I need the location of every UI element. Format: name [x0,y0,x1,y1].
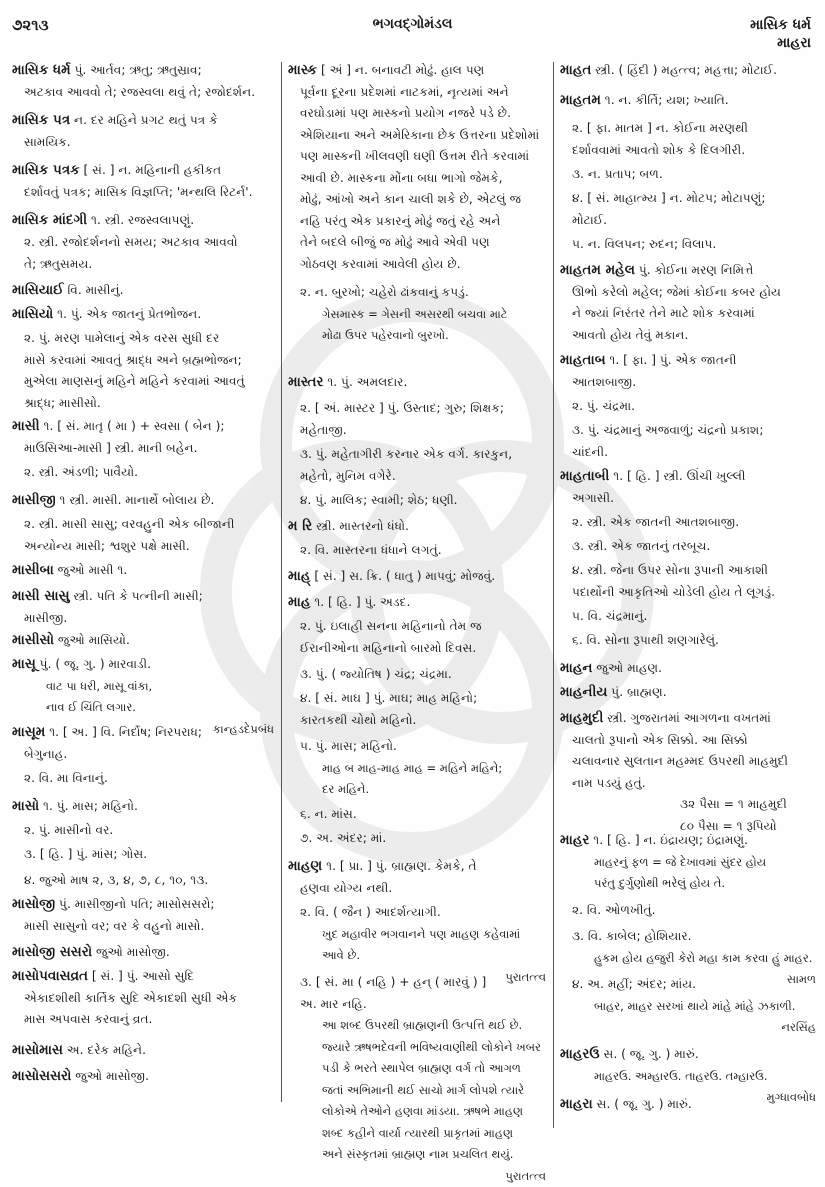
example-quote: વાટ પા ધરી, માસૂ વાંકા, [12,676,274,698]
definition-text: સ્ત્રી. પતિ કે પત્નીની માસી; [73,589,202,603]
definition-text: ૧. [ ફા. ] પું. એક જાતની [609,353,736,367]
definition-text: કારતકથી ચોથો મહિનો. [300,713,416,727]
headword: માસોજી સસરો [12,944,92,960]
definition-text: [ સં. ] ન. મહિનાની હકીકત [84,163,222,177]
dictionary-entry [560,260,816,346]
dictionary-entry [560,60,816,82]
definition-text: એશિયાના અને અમેરિકાના છેક ઉત્તરના પ્રદેશોમાં [300,128,539,142]
definition-text: તેને બદલે બીજું જ મોઢું આવે એવી પણ [300,235,490,249]
definition-text: સ્ત્રી. ( હિંદી ) મહત્ત્વ; મહત્તા; મોટાઈ. [595,63,777,77]
entry-sense [288,972,546,1187]
dictionary-entry [12,304,274,326]
dictionary-entry [12,966,274,1031]
headword: માસિયાઈ [12,282,64,298]
dictionary-entry [288,856,546,899]
definition-text: પૂર્વના દૂરના પ્રદેશમાં નાટકમાં, નૃત્યમાં અને [300,85,509,99]
definition-text: માસ અપવાસ કરવાનું વ્રત. [24,1012,152,1026]
headword: માસ્તર [288,374,323,390]
definition-text: ૧. સ્ત્રી. રજસ્વલાપણું. [91,213,194,227]
headword: માસોપવાસવ્રત [12,968,88,984]
book-title: ભગવદ્ગોમંડલ [0,16,825,32]
source-citation: પુરાતત્ત્વ [288,1166,546,1187]
definition-text: ૪. જુઓ માષ ૨, ૩, ૪, ૭, ૮, ૧૦, ૧૩. [24,873,208,887]
definition-text: મુએલા માણસનું મહિને મહિને કરવામાં આવતું [24,374,245,388]
definition-text: ન. દર મહિને પ્રગટ થતું પત્ર કે [74,113,218,127]
definition-text: ૧ સ્ત્રી. માસી. માનાર્થે બોલાય છે. [60,493,215,507]
headword: માસૂમ [12,724,45,740]
definition-text: મહેતો, મુનિમ વગેરે. [300,469,396,483]
headword: માસિક પત્ર [12,112,70,128]
headword: માહતાબ [560,352,606,368]
entry-sense [560,974,816,1039]
definition-text: શ્રાદ્ધ; માસીસો. [24,396,101,410]
entry-sense [560,536,816,558]
definition-text: [ સં. ] પું. આસો સુદિ [92,969,194,983]
dictionary-entry [560,830,816,895]
dictionary-entry [12,280,274,302]
column-divider [553,62,554,1128]
definition-text: આવતો હોય તેવું મકાન. [572,328,688,342]
headword: માહર [560,832,589,848]
headword: માહતાબી [560,468,609,484]
headword: માહરઉ [560,1046,600,1062]
definition-text: જુઓ માસોજી. [96,945,170,959]
entry-sense [12,820,274,842]
definition-text: ૪. સ્ત્રી. જેના ઉપર સોના રૂપાની આકાશી [572,563,768,577]
example-quote: માહરનું ફળ = જે દેખાવમાં સુંદર હોય [560,852,816,874]
entry-sense [288,828,546,850]
definition-text: ૨. સ્ત્રી. એક જાતની આતશબાજી. [572,515,739,529]
definition-text: પું. આર્તવ; ઋતુ; ઋતુસ્રાવ; [75,63,202,77]
headword: માહ [288,594,310,610]
definition-text: અ. દરેક મહિને. [67,1043,146,1057]
headword: માસિક માંદગી [12,212,87,228]
headword: માસિયો [12,306,53,322]
dictionary-entry [560,1094,816,1116]
example-quote: શબ્દ કહીને વાર્યા ત્યારથી પ્રાકૃતમાં માહણ [288,1123,546,1145]
definition-text: બેગુનાહ. [24,747,67,761]
dictionary-entry [560,350,816,393]
source-citation: મુગ્ધાવબોધ [560,1087,816,1109]
example-quote: પડી કે ભરતે સ્થાપેલ બ્રાહ્મણ વર્ગ તો આગળ [288,1058,546,1080]
definition-text: પું. માસીજીનો પતિ; માસોસસરો; [59,897,215,911]
dictionary-entry [12,110,274,153]
definition-text: ૩. પું. મહેતાગીરી કરનાર એક વર્ગ. કારકુન, [300,447,512,461]
headword: મ રિ [288,518,312,534]
definition-text: ૧. [ હિ. ] સ્ત્રી. ઊંચી ખુલ્લી [613,469,745,483]
definition-text: ૨. પું. ચંદ્રમા. [572,399,635,413]
dictionary-entry [12,894,274,937]
definition-text: ૧. પું. અમલદાર. [327,375,407,389]
definition-text: વરઘોડામાં પણ માસ્કનો પ્રયોગ નજરે પડે છે. [300,106,511,120]
definition-text: ૨. વિ. ઓળખીતું. [572,903,655,917]
dictionary-entry [288,372,546,394]
definition-text: માસીજી. [24,611,67,625]
dictionary-entry [12,1040,274,1062]
definition-text: ૨. પું. મરણ પામેલાનું એક વરસ સુધી દર [24,331,219,345]
headword: માહતમ [560,92,601,108]
entry-sense [560,234,816,256]
entry-sense [560,188,816,231]
entry-sense [288,490,546,512]
definition-text: ૧. પું. માસ; મહિનો. [43,799,138,813]
entry-sense [560,396,816,418]
example-quote: જતાં અભિમાની થઈ સાચો માર્ગ લોપશે ત્યારે [288,1080,546,1102]
entry-sense [288,398,546,441]
dictionary-entry [12,416,274,459]
headword: માસોજી [12,896,55,912]
headword: માસીસો [12,632,54,648]
headword: માહણ [288,858,322,874]
dictionary-entry [12,722,274,765]
definition-text: ૨. પું. માસીનો વર. [24,823,113,837]
dictionary-entry [12,942,274,964]
dictionary-entry [288,60,546,275]
entry-sense [12,462,274,484]
definition-text: ૧. [ અ. ] વિ. નિર્દોષ; નિરપરાધ; [49,725,202,739]
definition-text: ૩. વિ. કાબેલ; હોશિયાર. [572,929,692,943]
definition-text: ૨. વિ. માસ્તરના ધંધાને લગતું. [300,543,442,557]
page-number: ૭૨૧૩ [12,16,49,34]
definition-text: ને જ્યાં નિરંતર તેને માટે શોક કરવામાં [572,306,755,320]
headword: માસ્ક [288,62,317,78]
example-quote: જ્યારે ઋષભદેવની ભવિષ્યવાણીથી લોકોને ખબર [288,1037,546,1059]
definition-text: જુઓ માહણ. [596,661,662,675]
definition-text: ઈરાનીઓના મહિનાનો બારમો દિવસ. [300,641,476,655]
definition-text: સ. ( જૂ. ગુ. ) મારું. [604,1047,699,1061]
entry-sense [560,900,816,922]
definition-text: ચલાવનાર સુલતાન મહમ્મદ ઉપરથી માહમુદી [572,754,788,768]
entry-sense [288,688,546,731]
definition-text: ૫. પું. માસ; મહિનો. [300,739,397,753]
definition-text: ૨. વિ. ( જૈન ) આદર્શત્યાગી. [300,905,441,919]
definition-text: આવી છે. માસ્કના મોંના બધા ભાગો જેમકે, [300,171,503,185]
page-header [0,10,825,54]
headword: માહત [560,62,591,78]
definition-text: જુઓ માસી ૧. [58,563,128,577]
definition-text: જુઓ માસિયો. [58,633,130,647]
definition-text: ૨. પું. ઇલાહી સનના મહિનાનો તેમ જ [300,619,482,633]
entry-sense [560,606,816,628]
definition-text: પણ માસ્કની ખીલવણી ઘણી ઉત્તમ રીતે કરવામાં [300,149,529,163]
entry-sense [12,844,274,866]
dictionary-entry [12,1066,274,1088]
dictionary-entry [288,592,546,614]
definition-text: ૪. અ. મહીં; અંદર; માંય. [572,977,696,991]
example-quote: દર મહિને. [288,779,546,801]
entry-sense [288,444,546,487]
definition-text: પું. ( જૂ. ગુ. ) મારવાડી. [40,657,151,671]
headword: માસી સાસુ [12,588,70,604]
definition-text: ગોઠવણ કરવામાં આવેલી હોય છે. [300,257,461,271]
source-citation: પુરાતત્ત્વ [288,967,546,989]
entry-sense [12,870,274,892]
equation-line: ૮૦ પૈસા = ૧ રૂપિયો [560,816,816,838]
definition-text: પદાર્થોની આકૃતિઓ ચોડેલી હોય તે લૂગડું. [572,585,775,599]
dictionary-entry [12,796,274,818]
definition-text: દર્શાવવામાં આવતો શોક કે દિલગીરી. [572,143,745,157]
definition-text: ૨. સ્ત્રી. અંડળી; પાવૈયો. [24,465,138,479]
entry-sense [12,328,274,414]
definition-text: સામયિક. [24,135,71,149]
entry-sense [560,512,816,534]
headword: માહન [560,660,593,676]
definition-text: પું. કોઈના મરણ નિમિત્તે [639,263,754,277]
equation-line: ૩૨ પૈસા = ૧ માહમુદી [560,794,816,816]
headword: માહ્ [288,568,310,584]
dictionary-entry [560,708,816,837]
column-divider [281,62,282,1102]
definition-text: ૨. સ્ત્રી. રજોદર્શનનો સમય; અટકાવ આવવો [24,235,238,249]
entry-sense [288,616,546,659]
definition-text: ચાલતો રૂપાનો એક સિક્કો. આ સિક્કો [572,733,748,747]
definition-text: ૬. ન. માંસ. [300,807,357,821]
headword: માસોમાસ [12,1042,63,1058]
entry-sense [288,540,546,562]
definition-text: ૩. ન. પ્રતાપ; બળ. [572,167,663,181]
definition-text: ૨. [ ફા. માતમ ] ન. કોઈના મરણથી [572,121,748,135]
definition-text: વિ. માસીનું. [68,283,124,297]
dictionary-entry [288,516,546,538]
example-quote: પરંતુ દુર્ગુણોથી ભરેલું હોય તે. [560,873,816,895]
definition-text: મોઢું, આંખો અને કાન ચાલી શકે છે, એટલું જ [300,192,521,206]
entry-sense [560,164,816,186]
example-quote: નાવ ઈ ચિંતિ લગાર. [12,697,274,719]
definition-text: હણવા યોગ્ય નથી. [300,881,392,895]
example-quote: માહરઉ. અમ્હારઉ. તાહરઉ. તમ્હારઉ. [560,1066,816,1088]
definition-text: ૩. [ સં. મા ( નહિ ) + હન્ ( મારવું ) ] [300,975,486,989]
definition-text: ૧. ન. કીર્તિ; યશ; ખ્યાતિ. [605,93,729,107]
example-quote: ખુદ મહાવીર ભગવાનને પણ માહણ કહેવામાં [288,924,546,946]
definition-text: અગાસી. [572,491,614,505]
definition-text: ૪. [ સં. માહાત્મ્ય ] ન. મોટપ; મોટાપણું; [572,191,765,205]
dictionary-entry [560,658,816,680]
definition-text: ૧. [ હિ. ] ન. ઇંદ્રાયણ; ઇંદ્રામણું. [593,833,748,847]
example-quote: ગેસમાસ્ક = ગેસની અસરથી બચવા માટે [288,304,546,326]
definition-text: ૧. [ પ્રા. ] પું. બ્રાહ્મણ. કેમકે, તે [326,859,476,873]
dictionary-entry [12,490,274,512]
definition-text: માસી સાસુનો વર; વર કે વહુનો માસો. [24,919,204,933]
definition-text: ૨. સ્ત્રી. માસી સાસુ; વરવહુની એક બીજાની [24,517,235,531]
dictionary-entry [12,60,274,103]
headword: માહમુદી [560,710,603,726]
entry-sense [12,232,274,275]
definition-text: ૪. [ સં. માઘ ] પું. માઘ; માહ મહિનો; [300,691,477,705]
dictionary-entry [12,560,274,582]
dictionary-entry [12,160,274,203]
dictionary-entry [12,210,274,232]
definition-text: મહેતાજી. [300,423,347,437]
entry-sense [12,768,274,790]
entry-sense [288,282,546,347]
example-quote: બાહર, માહર સરખાં થાયે માંહે માંહે ઝકાળી. [560,996,816,1018]
entry-sense [288,804,546,826]
headword: માહનીય [560,684,607,700]
definition-text: [ અં ] ન. બનાવટી મોઢું. હાલ પણ [321,63,484,77]
headword: માહરા [560,1096,593,1112]
source-citation: નરસિંહ [560,1017,816,1039]
definition-text: દર્શાવતું પત્રક; માસિક વિજ્ઞપ્તિ; 'મન્થલિ રિટર્ન'. [24,185,253,199]
example-quote: આ શબ્દ ઉપરથી બ્રાહ્મણની ઉત્પત્તિ થઈ છે. [288,1015,546,1037]
entry-sense [560,560,816,603]
definition-text: ૨. વિ. મા વિનાનું. [24,771,108,785]
definition-text: ૫. ન. વિલપન; રુદન; વિલાપ. [572,237,716,251]
definition-text: ૩. પું. ( જ્યોતિષ ) ચંદ્ર; ચંદ્રમા. [300,667,452,681]
headword: માસો [12,798,39,814]
entry-sense [288,664,546,686]
definition-text: ૩. સ્ત્રી. એક જાતનું તરબૂચ. [572,539,710,553]
definition-text: સ્ત્રી. ગુજરાતમાં આગળના વખતમાં [607,711,771,725]
definition-text: પું. બ્રાહ્મણ. [611,685,666,699]
headword: માસિક પત્રક [12,162,80,178]
definition-text: ૪. પું. માલિક; સ્વામી; શેઠ; ધણી. [300,493,458,507]
definition-text: [ સં. ] સ. ક્રિ. ( ધાતુ ) માપવું; મોજવું. [314,569,495,583]
definition-text: ૨. [ અં. માસ્ટર ] પું. ઉસ્તાદ; ગુરુ; શિક્ષક; [300,401,504,415]
definition-text: અ. માર નહિ. [300,997,367,1011]
definition-text: ૧. [ હિ. ] પું. અડદ. [314,595,410,609]
entry-sense [560,420,816,463]
definition-text: જુઓ માસોજી. [75,1069,149,1083]
dictionary-entry [560,466,816,509]
definition-text: ૬. વિ. સોના રૂપાથી શણગારેલું. [572,633,719,647]
definition-text: ૧. [ સં. માતૃ ( મા ) + સ્વસા ( બેન ); [44,419,225,433]
headword: માસોસસરો [12,1068,71,1084]
definition-text: ૫. વિ. ચંદ્રમાનું. [572,609,647,623]
definition-text: સ. ( જૂ. ગુ. ) મારું. [597,1097,692,1111]
dictionary-entry [560,90,816,112]
guide-words [750,16,811,52]
headword: માસિક ધર્મ [12,62,71,78]
headword: માહતમ મહેલ [560,262,635,278]
dictionary-entry [12,586,274,629]
source-citation: કાન્હડદેપ્રબંધ [12,719,274,741]
example-quote: મોઢા ઉપર પહેરવાનો બુરખો. [288,325,546,347]
definition-text: ૩. પું. ચંદ્રમાનું અજવાળું; ચંદ્રનો પ્રકાશ; [572,423,763,437]
guide-word-last: માહરા [750,34,811,52]
definition-text: આતશબાજી. [572,375,636,389]
headword: માસૂ [12,656,36,672]
definition-text: નામ પડયું હતું. [572,776,646,790]
definition-text: માઉસિઆ-માસી ] સ્ત્રી. માની બહેન. [24,441,197,455]
definition-text: મોટાઈ. [572,213,607,227]
definition-text: સ્ત્રી. માસ્તરનો ધંધો. [316,519,409,533]
definition-text: અટકાવ આવવો તે; રજસ્વલા થવું તે; રજોદર્શન. [24,85,255,99]
definition-text: ઊભો કરેલો મહેલ; જેમાં કોઈના કબર હોય [572,285,781,299]
source-citation: સામળ [560,969,816,991]
definition-text: નહિ પરંતુ એક પ્રકારનું મોઢું જતું રહે અને [300,214,500,228]
definition-text: અન્યોન્ય માસી; શ્વશુર પક્ષે માસી. [24,539,190,553]
dictionary-entry [288,566,546,588]
definition-text: ૩. [ હિ. ] પું. માંસ; ગોસ. [24,847,147,861]
example-quote: માહ બ માહ-માહ માહ = મહિને મહિને; [288,758,546,780]
definition-text: ૭. અ. અંદર; માં. [300,831,386,845]
definition-text: તે; ઋતુસમય. [24,257,92,271]
definition-text: એકાદશીથી કાર્તિક સુદિ એકાદશી સુધી એક [24,991,237,1005]
dictionary-entry [560,682,816,704]
example-quote: આવે છે. [288,945,546,967]
definition-text: માસે કરવામાં આવતું શ્રાદ્ધ અને બ્રહ્મભોજન; [24,353,242,367]
headword: માસીબા [12,562,54,578]
definition-text: ચાંદની. [572,445,608,459]
definition-text: ૧. પું. એક જાતનું પ્રેતભોજન. [57,307,201,321]
example-quote: અને સંસ્કૃતમાં બ્રાહ્મણ નામ પ્રચલિત થયું. [288,1144,546,1166]
entry-sense [560,118,816,161]
definition-text: ૨. ન. બુરખો; ચહેરો ઢાંકવાનું કપડું. [300,285,469,299]
entry-sense [288,736,546,801]
example-quote: હુકમ હોય હજુરી કેરો મહા કામ કરવા હું માહર. [560,948,816,970]
dictionary-entry [12,630,274,652]
entry-sense [560,630,816,652]
example-quote: લોકોએ તેઓને હણવા માંડયા. ઋષભે માહણ [288,1101,546,1123]
headword: માસી [12,418,40,434]
entry-sense [12,514,274,557]
guide-word-first: માસિક ધર્મ [750,16,811,34]
headword: માસીજી [12,492,56,508]
